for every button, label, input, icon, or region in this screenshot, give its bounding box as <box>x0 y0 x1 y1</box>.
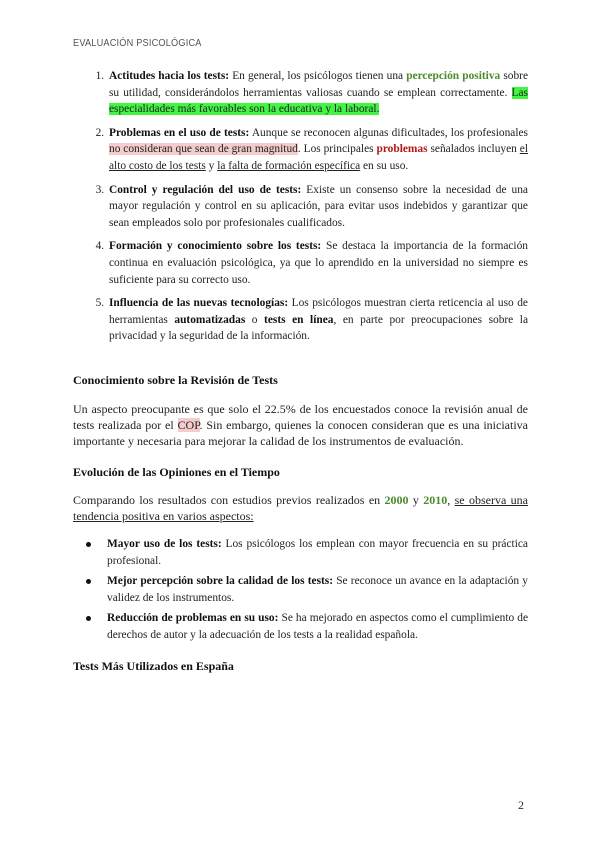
list-item-title: Control y regulación del uso de tests: <box>109 183 302 196</box>
bullet-text: Los psicólogos los emplean con mayor frecuencia en su práctica profesional. <box>107 538 528 567</box>
underlined-phrase: se observa una tendencia positiva en varios aspectos: <box>73 493 529 524</box>
bullet-title: Mayor uso de los tests: <box>107 538 222 551</box>
list-item-text: Se destaca la importancia de la formación continua en evaluación psicológica, ya que lo aprendido en la universidad no siempre es suficiente para su correcto uso. <box>109 240 528 286</box>
section-heading-tests: Tests Más Utilizados en España <box>73 658 234 673</box>
running-header: EVALUACIÓN PSICOLÓGICA <box>73 38 202 49</box>
red-keyword: problemas <box>376 143 428 156</box>
bullet-icon <box>86 616 91 621</box>
list-item-text: . Los principales <box>297 143 377 156</box>
year-label: 2010 <box>423 493 448 508</box>
list-item-text: y <box>205 159 218 172</box>
year-label: 2000 <box>384 493 409 508</box>
paragraph-text: . Sin embargo, quienes la conocen consideran que es una iniciativa importante y necesaria para mejorar la calidad de los instrumentos de evaluación. <box>73 417 528 448</box>
evolucion-bullets <box>73 536 528 644</box>
green-highlight: Las especialidades más favorables son la educativa y la laboral. <box>109 86 528 116</box>
underlined-phrase: la falta de formación específica <box>217 159 361 172</box>
bullet-title: Mejor percepción sobre la calidad de los tests: <box>107 575 334 588</box>
bullet-item <box>107 610 528 643</box>
list-item-text: Existe un consenso sobre la necesidad de una mayor regulación y control en su aplicación, para evitar usos indebidos y garantizar que sean empleados solo por profesionales cualificados. <box>109 183 528 229</box>
list-item <box>107 295 528 345</box>
paragraph-text: Un aspecto preocupante es que solo el 22.5% de los encuestados conoce la revisión anual de tests realizada por el <box>73 401 528 432</box>
highlighted-phrase: percepción positiva <box>406 70 501 82</box>
list-item-text: señalados incluyen <box>427 143 520 156</box>
list-item-text: en su uso. <box>360 159 409 172</box>
bullet-icon <box>86 542 91 547</box>
bullet-item <box>107 536 528 569</box>
list-item <box>107 182 528 232</box>
list-item-text: , en parte por preocupaciones sobre la privacidad y la seguridad de la información. <box>109 313 529 343</box>
pink-highlight: no consideran que sean de gran magnitud <box>109 143 298 156</box>
bold-term: automatizadas <box>174 313 246 326</box>
list-item-title: Problemas en el uso de tests: <box>109 126 250 139</box>
paragraph-text: y <box>408 493 424 508</box>
findings-list <box>73 68 528 345</box>
list-item-title: Formación y conocimiento sobre los tests: <box>109 240 322 253</box>
list-item-text: En general, los psicólogos tienen una <box>229 70 407 82</box>
list-item <box>107 125 528 175</box>
paragraph-text: Comparando los resultados con estudios previos realizados en <box>73 493 385 508</box>
list-item-text: Aunque se reconocen algunas dificultades, los profesionales <box>249 126 528 139</box>
underlined-phrase: el alto costo de los tests <box>109 143 528 172</box>
list-item <box>107 68 528 118</box>
section-heading-evolucion: Evolución de las Opiniones en el Tiempo <box>73 464 280 479</box>
bullet-item <box>107 573 528 606</box>
page-number: 2 <box>518 798 524 812</box>
list-item-text: Los psicólogos muestran cierta reticencia al uso de herramientas <box>109 297 528 326</box>
list-item-text: sobre su utilidad, considerándolos herramientas valiosas cuando se emplean correctamente. <box>109 70 529 99</box>
list-item-title: Actitudes hacia los tests: <box>109 70 230 82</box>
paragraph-text: , <box>447 493 455 508</box>
list-item-title: Influencia de las nuevas tecnologías: <box>109 297 289 310</box>
list-item <box>107 238 528 288</box>
page-content <box>73 68 528 674</box>
bullet-text: Se ha mejorado en aspectos como el cumplimiento de derechos de autor y la adecuación de los tests a la realidad española. <box>107 612 528 642</box>
list-item-text: o <box>245 313 265 326</box>
pink-highlight: COP <box>177 417 200 432</box>
section-heading-revision: Conocimiento sobre la Revisión de Tests <box>73 372 278 387</box>
bullet-title: Reducción de problemas en su uso: <box>107 612 279 625</box>
bullet-text: Se reconoce un avance en la adaptación y validez de los instrumentos. <box>107 575 528 604</box>
evolucion-paragraph <box>73 492 528 524</box>
bullet-icon <box>86 579 91 584</box>
bold-term: tests en línea <box>264 313 334 326</box>
revision-paragraph <box>73 401 528 449</box>
